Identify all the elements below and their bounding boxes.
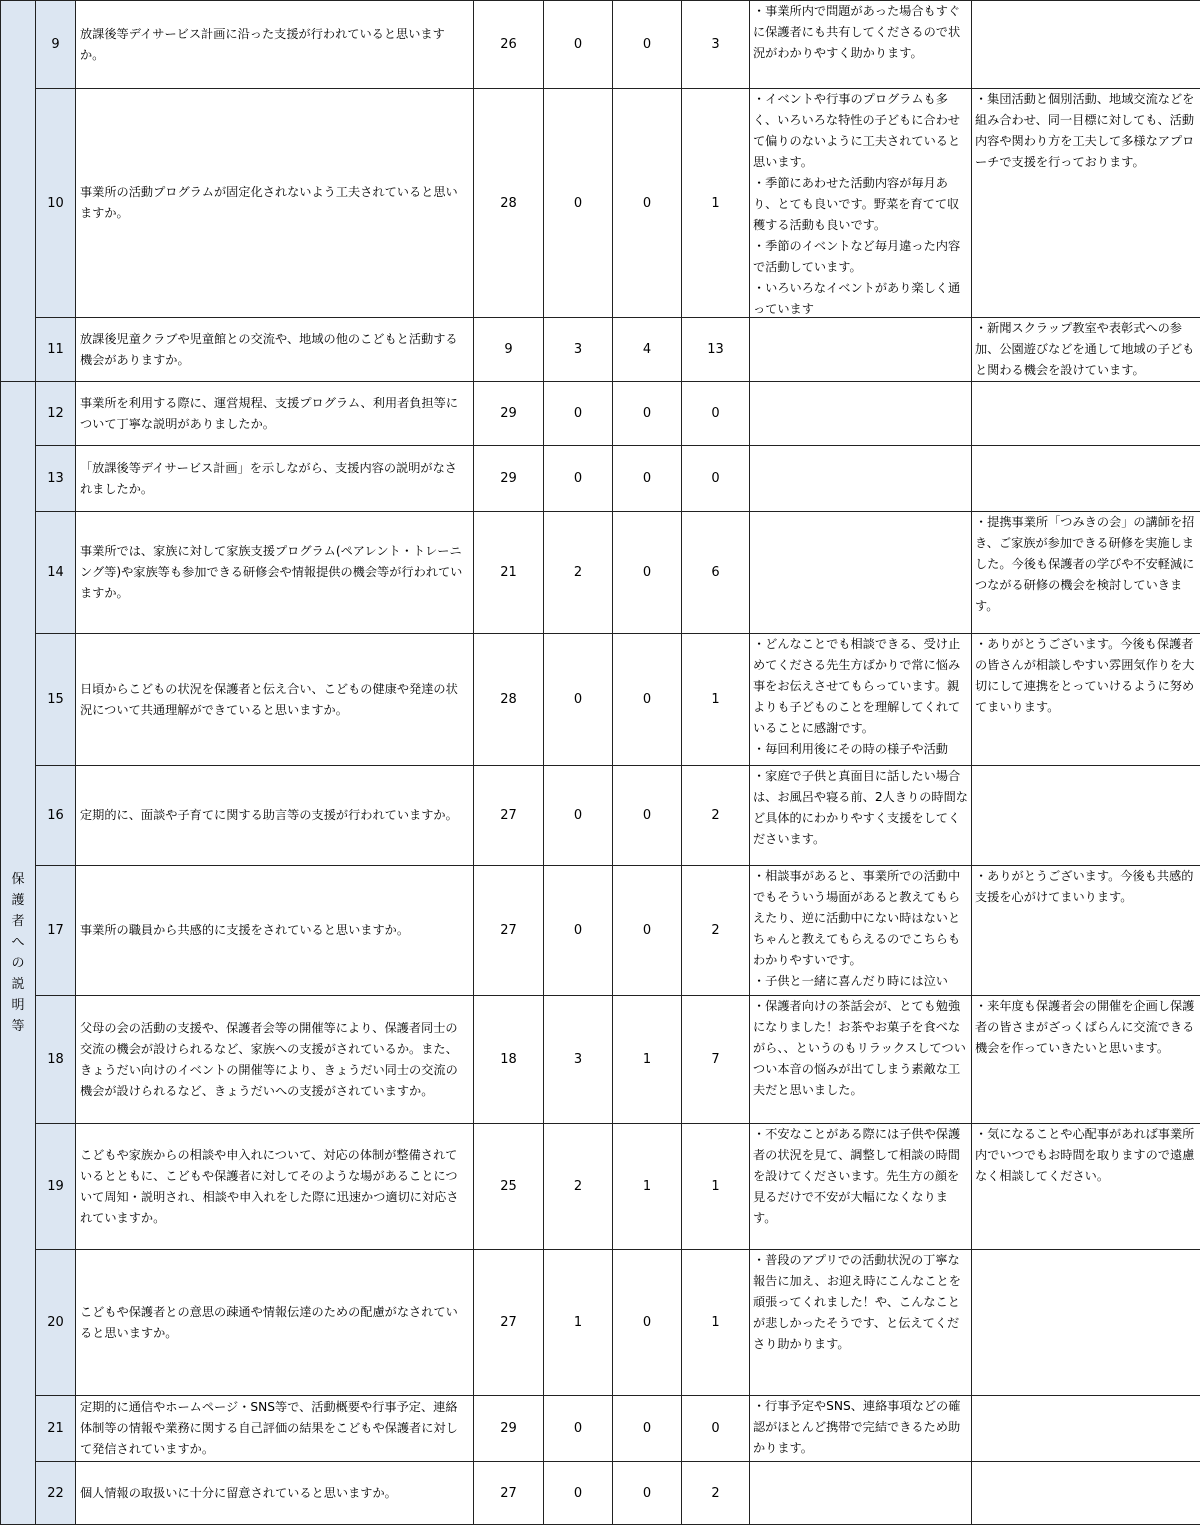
count-no: 0 bbox=[613, 512, 682, 634]
count-yes: 27 bbox=[474, 1250, 544, 1396]
table-row bbox=[1, 446, 1200, 512]
question-text: 事業所の職員から共感的に支援をされていると思いますか。 bbox=[76, 866, 474, 996]
count-no: 4 bbox=[613, 318, 682, 382]
guardian-comment bbox=[750, 1462, 972, 1525]
count-neither: 2 bbox=[544, 512, 613, 634]
count-unknown: 0 bbox=[682, 382, 750, 446]
question-text: こどもや家族からの相談や申入れについて、対応の体制が整備されているとともに、こどもや保護者に対してそのような場があることについて周知・説明され、相談や申入れをした際に迅速かつ適切に対応されていますか。 bbox=[76, 1124, 474, 1250]
table-row bbox=[1, 318, 1200, 382]
table-row bbox=[1, 766, 1200, 866]
facility-reply bbox=[972, 1, 1200, 89]
count-no: 0 bbox=[613, 634, 682, 766]
question-text: 放課後児童クラブや児童館との交流や、地域の他のこどもと活動する機会がありますか。 bbox=[76, 318, 474, 382]
count-unknown: 6 bbox=[682, 512, 750, 634]
category-cell bbox=[1, 382, 36, 1525]
count-unknown: 0 bbox=[682, 1396, 750, 1462]
count-neither: 0 bbox=[544, 634, 613, 766]
guardian-comment: ・どんなことでも相談できる、受け止めてくださる先生方ばかりで常に悩み事をお伝えさせてもらっています。親よりも子どものことを理解してくれていることに感謝です。 ・毎回利用後にその時の様子や活動 bbox=[750, 634, 972, 766]
row-number: 12 bbox=[36, 382, 76, 446]
count-neither: 0 bbox=[544, 1462, 613, 1525]
facility-reply bbox=[972, 1250, 1200, 1396]
row-number: 10 bbox=[36, 89, 76, 318]
table-row bbox=[1, 634, 1200, 766]
count-unknown: 2 bbox=[682, 866, 750, 996]
count-no: 0 bbox=[613, 382, 682, 446]
count-neither: 0 bbox=[544, 89, 613, 318]
row-number: 11 bbox=[36, 318, 76, 382]
question-text: 「放課後等デイサービス計画」を示しながら、支援内容の説明がなされましたか。 bbox=[76, 446, 474, 512]
facility-reply: ・ありがとうございます。今後も共感的支援を心がけてまいります。 bbox=[972, 866, 1200, 996]
count-no: 0 bbox=[613, 866, 682, 996]
count-yes: 27 bbox=[474, 866, 544, 996]
count-no: 0 bbox=[613, 1396, 682, 1462]
table-row bbox=[1, 1124, 1200, 1250]
guardian-comment: ・相談事があると、事業所での活動中でもそういう場面があると教えてもらえたり、逆に活動中にない時はないとちゃんと教えてもらえるのでこちらもわかりやすいです。 ・子供と一緒に喜んだり時には泣い bbox=[750, 866, 972, 996]
count-unknown: 2 bbox=[682, 766, 750, 866]
count-no: 0 bbox=[613, 766, 682, 866]
question-text: 事業所では、家族に対して家族支援プログラム(ペアレント・トレーニング等)や家族等も参加できる研修会や情報提供の機会等が行われていますか。 bbox=[76, 512, 474, 634]
guardian-comment: ・イベントや行事のプログラムも多く、いろいろな特性の子どもに合わせて偏りのないように工夫されていると思います。 ・季節にあわせた活動内容が毎月あり、とても良いです。野菜を育てて収穫する活動も良いです。 ・季節のイベントなど毎月違った内容で活動しています。 ・いろいろなイベントがあり楽しく通っています bbox=[750, 89, 972, 318]
table-row bbox=[1, 996, 1200, 1124]
facility-reply bbox=[972, 382, 1200, 446]
count-yes: 29 bbox=[474, 446, 544, 512]
guardian-comment: ・事業所内で問題があった場合もすぐに保護者にも共有してくださるので状況がわかりやすく助かります。 bbox=[750, 1, 972, 89]
question-text: 放課後等デイサービス計画に沿った支援が行われていると思いますか。 bbox=[76, 1, 474, 89]
guardian-comment: ・家庭で子供と真面目に話したい場合は、お風呂や寝る前、2人きりの時間など具体的にわかりやすく支援をしてくださいます。 bbox=[750, 766, 972, 866]
count-neither: 0 bbox=[544, 382, 613, 446]
count-yes: 18 bbox=[474, 996, 544, 1124]
count-neither: 0 bbox=[544, 866, 613, 996]
question-text: 定期的に、面談や子育てに関する助言等の支援が行われていますか。 bbox=[76, 766, 474, 866]
guardian-comment: ・行事予定やSNS、連絡事項などの確認がほとんど携帯で完結できるため助かります。 bbox=[750, 1396, 972, 1462]
facility-reply: ・集団活動と個別活動、地域交流などを組み合わせ、同一目標に対しても、活動内容や関わり方を工夫して多様なアプローチで支援を行っております。 bbox=[972, 89, 1200, 318]
count-neither: 1 bbox=[544, 1250, 613, 1396]
facility-reply: ・ありがとうございます。今後も保護者の皆さんが相談しやすい雰囲気作りを大切にして連携をとっていけるように努めてまいります。 bbox=[972, 634, 1200, 766]
guardian-comment bbox=[750, 512, 972, 634]
guardian-comment: ・普段のアプリでの活動状況の丁寧な報告に加え、お迎え時にこんなことを頑張ってくれました！や、こんなことが悲しかったそうです、と伝えてくださり助かります。 bbox=[750, 1250, 972, 1396]
facility-reply: ・新聞スクラップ教室や表彰式への参加、公園遊びなどを通して地域の子どもと関わる機会を設けています。 bbox=[972, 318, 1200, 382]
row-number: 19 bbox=[36, 1124, 76, 1250]
count-unknown: 1 bbox=[682, 1250, 750, 1396]
category-cell-blank bbox=[1, 1, 36, 382]
guardian-comment: ・不安なことがある際には子供や保護者の状況を見て、調整して相談の時間を設けてくださいます。先生方の顔を見るだけで不安が大幅になくなります。 bbox=[750, 1124, 972, 1250]
question-text: こどもや保護者との意思の疎通や情報伝達のための配慮がなされていると思いますか。 bbox=[76, 1250, 474, 1396]
count-yes: 29 bbox=[474, 1396, 544, 1462]
facility-reply bbox=[972, 766, 1200, 866]
facility-reply bbox=[972, 1396, 1200, 1462]
table-row bbox=[1, 1462, 1200, 1525]
guardian-comment: ・保護者向けの茶話会が、とても勉強になりました！お茶やお菓子を食べながら、、というのもリラックスしてついつい本音の悩みが出てしまう素敵な工夫だと思いました。 bbox=[750, 996, 972, 1124]
question-text: 日頃からこどもの状況を保護者と伝え合い、こどもの健康や発達の状況について共通理解ができていると思いますか。 bbox=[76, 634, 474, 766]
question-text: 個人情報の取扱いに十分に留意されていると思いますか。 bbox=[76, 1462, 474, 1525]
count-unknown: 7 bbox=[682, 996, 750, 1124]
table-row bbox=[1, 89, 1200, 318]
count-unknown: 3 bbox=[682, 1, 750, 89]
table-row bbox=[1, 1, 1200, 89]
count-no: 0 bbox=[613, 89, 682, 318]
count-unknown: 0 bbox=[682, 446, 750, 512]
count-unknown: 1 bbox=[682, 1124, 750, 1250]
count-unknown: 13 bbox=[682, 318, 750, 382]
row-number: 13 bbox=[36, 446, 76, 512]
count-yes: 21 bbox=[474, 512, 544, 634]
table-row bbox=[1, 866, 1200, 996]
table-row bbox=[1, 382, 1200, 446]
count-neither: 2 bbox=[544, 1124, 613, 1250]
facility-reply: ・来年度も保護者会の開催を企画し保護者の皆さまがざっくばらんに交流できる機会を作っていきたいと思います。 bbox=[972, 996, 1200, 1124]
count-neither: 0 bbox=[544, 766, 613, 866]
question-text: 定期的に通信やホームページ・SNS等で、活動概要や行事予定、連絡体制等の情報や業務に関する自己評価の結果をこどもや保護者に対して発信されていますか。 bbox=[76, 1396, 474, 1462]
count-no: 1 bbox=[613, 996, 682, 1124]
row-number: 14 bbox=[36, 512, 76, 634]
count-yes: 26 bbox=[474, 1, 544, 89]
table-row bbox=[1, 512, 1200, 634]
count-yes: 25 bbox=[474, 1124, 544, 1250]
count-neither: 0 bbox=[544, 446, 613, 512]
count-yes: 27 bbox=[474, 1462, 544, 1525]
table-row bbox=[1, 1250, 1200, 1396]
row-number: 9 bbox=[36, 1, 76, 89]
count-no: 0 bbox=[613, 446, 682, 512]
count-unknown: 1 bbox=[682, 634, 750, 766]
facility-reply: ・気になることや心配事があれば事業所内でいつでもお時間を取りますので遠慮なく相談してください。 bbox=[972, 1124, 1200, 1250]
count-no: 0 bbox=[613, 1462, 682, 1525]
count-yes: 29 bbox=[474, 382, 544, 446]
question-text: 事業所の活動プログラムが固定化されないよう工夫されていると思いますか。 bbox=[76, 89, 474, 318]
count-neither: 0 bbox=[544, 1, 613, 89]
guardian-comment bbox=[750, 446, 972, 512]
count-neither: 0 bbox=[544, 1396, 613, 1462]
question-text: 事業所を利用する際に、運営規程、支援プログラム、利用者負担等について丁寧な説明がありましたか。 bbox=[76, 382, 474, 446]
count-neither: 3 bbox=[544, 996, 613, 1124]
question-text: 父母の会の活動の支援や、保護者会等の開催等により、保護者同士の交流の機会が設けられるなど、家族への支援がされているか。また、きょうだい向けのイベントの開催等により、きょうだい同士の交流の機会が設けられるなど、きょうだいへの支援がされていますか。 bbox=[76, 996, 474, 1124]
table-row bbox=[1, 1396, 1200, 1462]
count-yes: 28 bbox=[474, 634, 544, 766]
row-number: 22 bbox=[36, 1462, 76, 1525]
guardian-comment bbox=[750, 382, 972, 446]
facility-reply bbox=[972, 1462, 1200, 1525]
row-number: 15 bbox=[36, 634, 76, 766]
row-number: 16 bbox=[36, 766, 76, 866]
row-number: 20 bbox=[36, 1250, 76, 1396]
count-neither: 3 bbox=[544, 318, 613, 382]
count-no: 0 bbox=[613, 1250, 682, 1396]
facility-reply: ・提携事業所「つみきの会」の講師を招き、ご家族が参加できる研修を実施しました。今後も保護者の学びや不安軽減につながる研修の機会を検討していきます。 bbox=[972, 512, 1200, 634]
count-yes: 9 bbox=[474, 318, 544, 382]
count-unknown: 1 bbox=[682, 89, 750, 318]
guardian-comment bbox=[750, 318, 972, 382]
row-number: 21 bbox=[36, 1396, 76, 1462]
facility-reply bbox=[972, 446, 1200, 512]
row-number: 17 bbox=[36, 866, 76, 996]
row-number: 18 bbox=[36, 996, 76, 1124]
count-no: 1 bbox=[613, 1124, 682, 1250]
count-yes: 28 bbox=[474, 89, 544, 318]
category-label: 保護者への説明等 bbox=[11, 872, 25, 1034]
count-yes: 27 bbox=[474, 766, 544, 866]
count-unknown: 2 bbox=[682, 1462, 750, 1525]
count-no: 0 bbox=[613, 1, 682, 89]
